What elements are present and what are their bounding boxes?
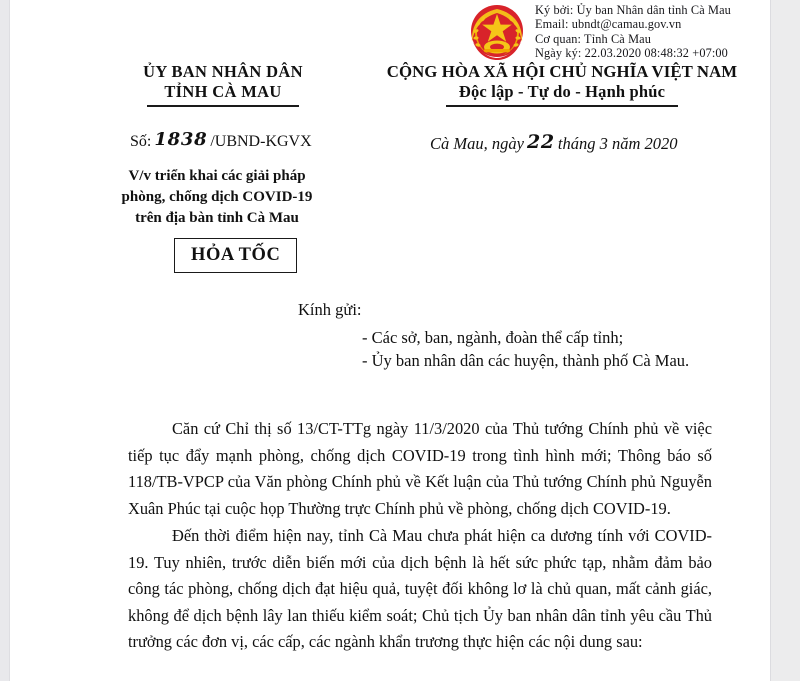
document-number-label: Số: (130, 133, 152, 150)
document-number (130, 131, 312, 152)
authority-line-2: TỈNH CÀ MAU (164, 82, 282, 101)
authority-underline (147, 105, 299, 107)
priority-stamp-box: HỎA TỐC (174, 238, 297, 273)
document-number-suffix: /UBND-KGVX (210, 133, 312, 150)
recipient-item: - Các sở, ban, ngành, đoàn thể cấp tỉnh; (362, 328, 624, 347)
national-underline (446, 105, 678, 107)
body-paragraph-2: Đến thời điểm hiện nay, tỉnh Cà Mau chưa phát hiện ca dương tính với COVID-19. Tuy nhiên, trước diễn biến mới của dịch bệnh là hết sức phức tạp, nhằm đảm bảo công tác phòng, chống dịch đạt hiệu quả, tuyệt đối không lơ là chủ quan, mất cảnh giác, không để dịch bệnh lây lan thiếu kiểm soát; Chủ tịch Ủy ban nhân dân tỉnh yêu cầu Thủ trưởng các đơn vị, các cấp, các ngành khẩn trương thực hiện các nội dung sau: (128, 526, 712, 651)
signature-signed-by: Ký bởi: Ủy ban Nhân dân tỉnh Cà Mau (535, 3, 731, 17)
recipient-item: - Ủy ban nhân dân các huyện, thành phố Cà Mau. (362, 351, 690, 370)
date-year: năm 2020 (612, 134, 678, 153)
vietnam-national-emblem-icon (465, 2, 529, 64)
signature-email: Email: ubndt@camau.gov.vn (535, 17, 682, 32)
paper-sheet (10, 0, 770, 681)
national-motto: Độc lập - Tự do - Hạnh phúc (458, 82, 666, 101)
recipients-label: Kính gửi: (298, 300, 362, 319)
signature-text-lines (535, 2, 731, 61)
subject-line-3: trên địa bàn tỉnh Cà Mau (135, 210, 299, 226)
signature-date: Ngày ký: 22.03.2020 08:48:32 +07:00 (535, 46, 728, 61)
body-paragraph-1: Căn cứ Chỉ thị số 13/CT-TTg ngày 11/3/2020 của Thủ tướng Chính phủ về việc tiếp tục đẩy mạnh phòng, chống dịch COVID-19 trong tình hình mới; Thông báo số 118/TB-VPCP của Văn phòng Chính phủ về Kết luận của Thủ tướng Chính phủ Nguyễn Xuân Phúc tại cuộc họp Thường trực Chính phủ về phòng, chống dịch COVID-19. (128, 419, 712, 518)
digital-signature-stamp (465, 2, 780, 64)
date-place-prefix: Cà Mau, ngày (430, 134, 524, 153)
document-number-value: 1838 (154, 129, 208, 150)
place-and-date (430, 133, 678, 154)
date-month: tháng 3 (557, 134, 608, 153)
authority-line-1: ỦY BAN NHÂN DÂN (143, 62, 303, 81)
national-title: CỘNG HÒA XÃ HỘI CHỦ NGHĨA VIỆT NAM (386, 62, 738, 81)
document-body (128, 416, 712, 656)
subject-line-2: phòng, chống dịch COVID-19 (121, 189, 313, 205)
national-header (382, 62, 742, 107)
document-subject (88, 166, 346, 229)
date-day-value: 22 (526, 131, 555, 153)
issuing-authority-header (58, 62, 388, 107)
page-right-gutter (770, 0, 800, 681)
signature-organization: Cơ quan: Tỉnh Cà Mau (535, 31, 651, 46)
subject-line-1: V/v triển khai các giải pháp (128, 168, 306, 184)
recipients-list (362, 326, 689, 372)
